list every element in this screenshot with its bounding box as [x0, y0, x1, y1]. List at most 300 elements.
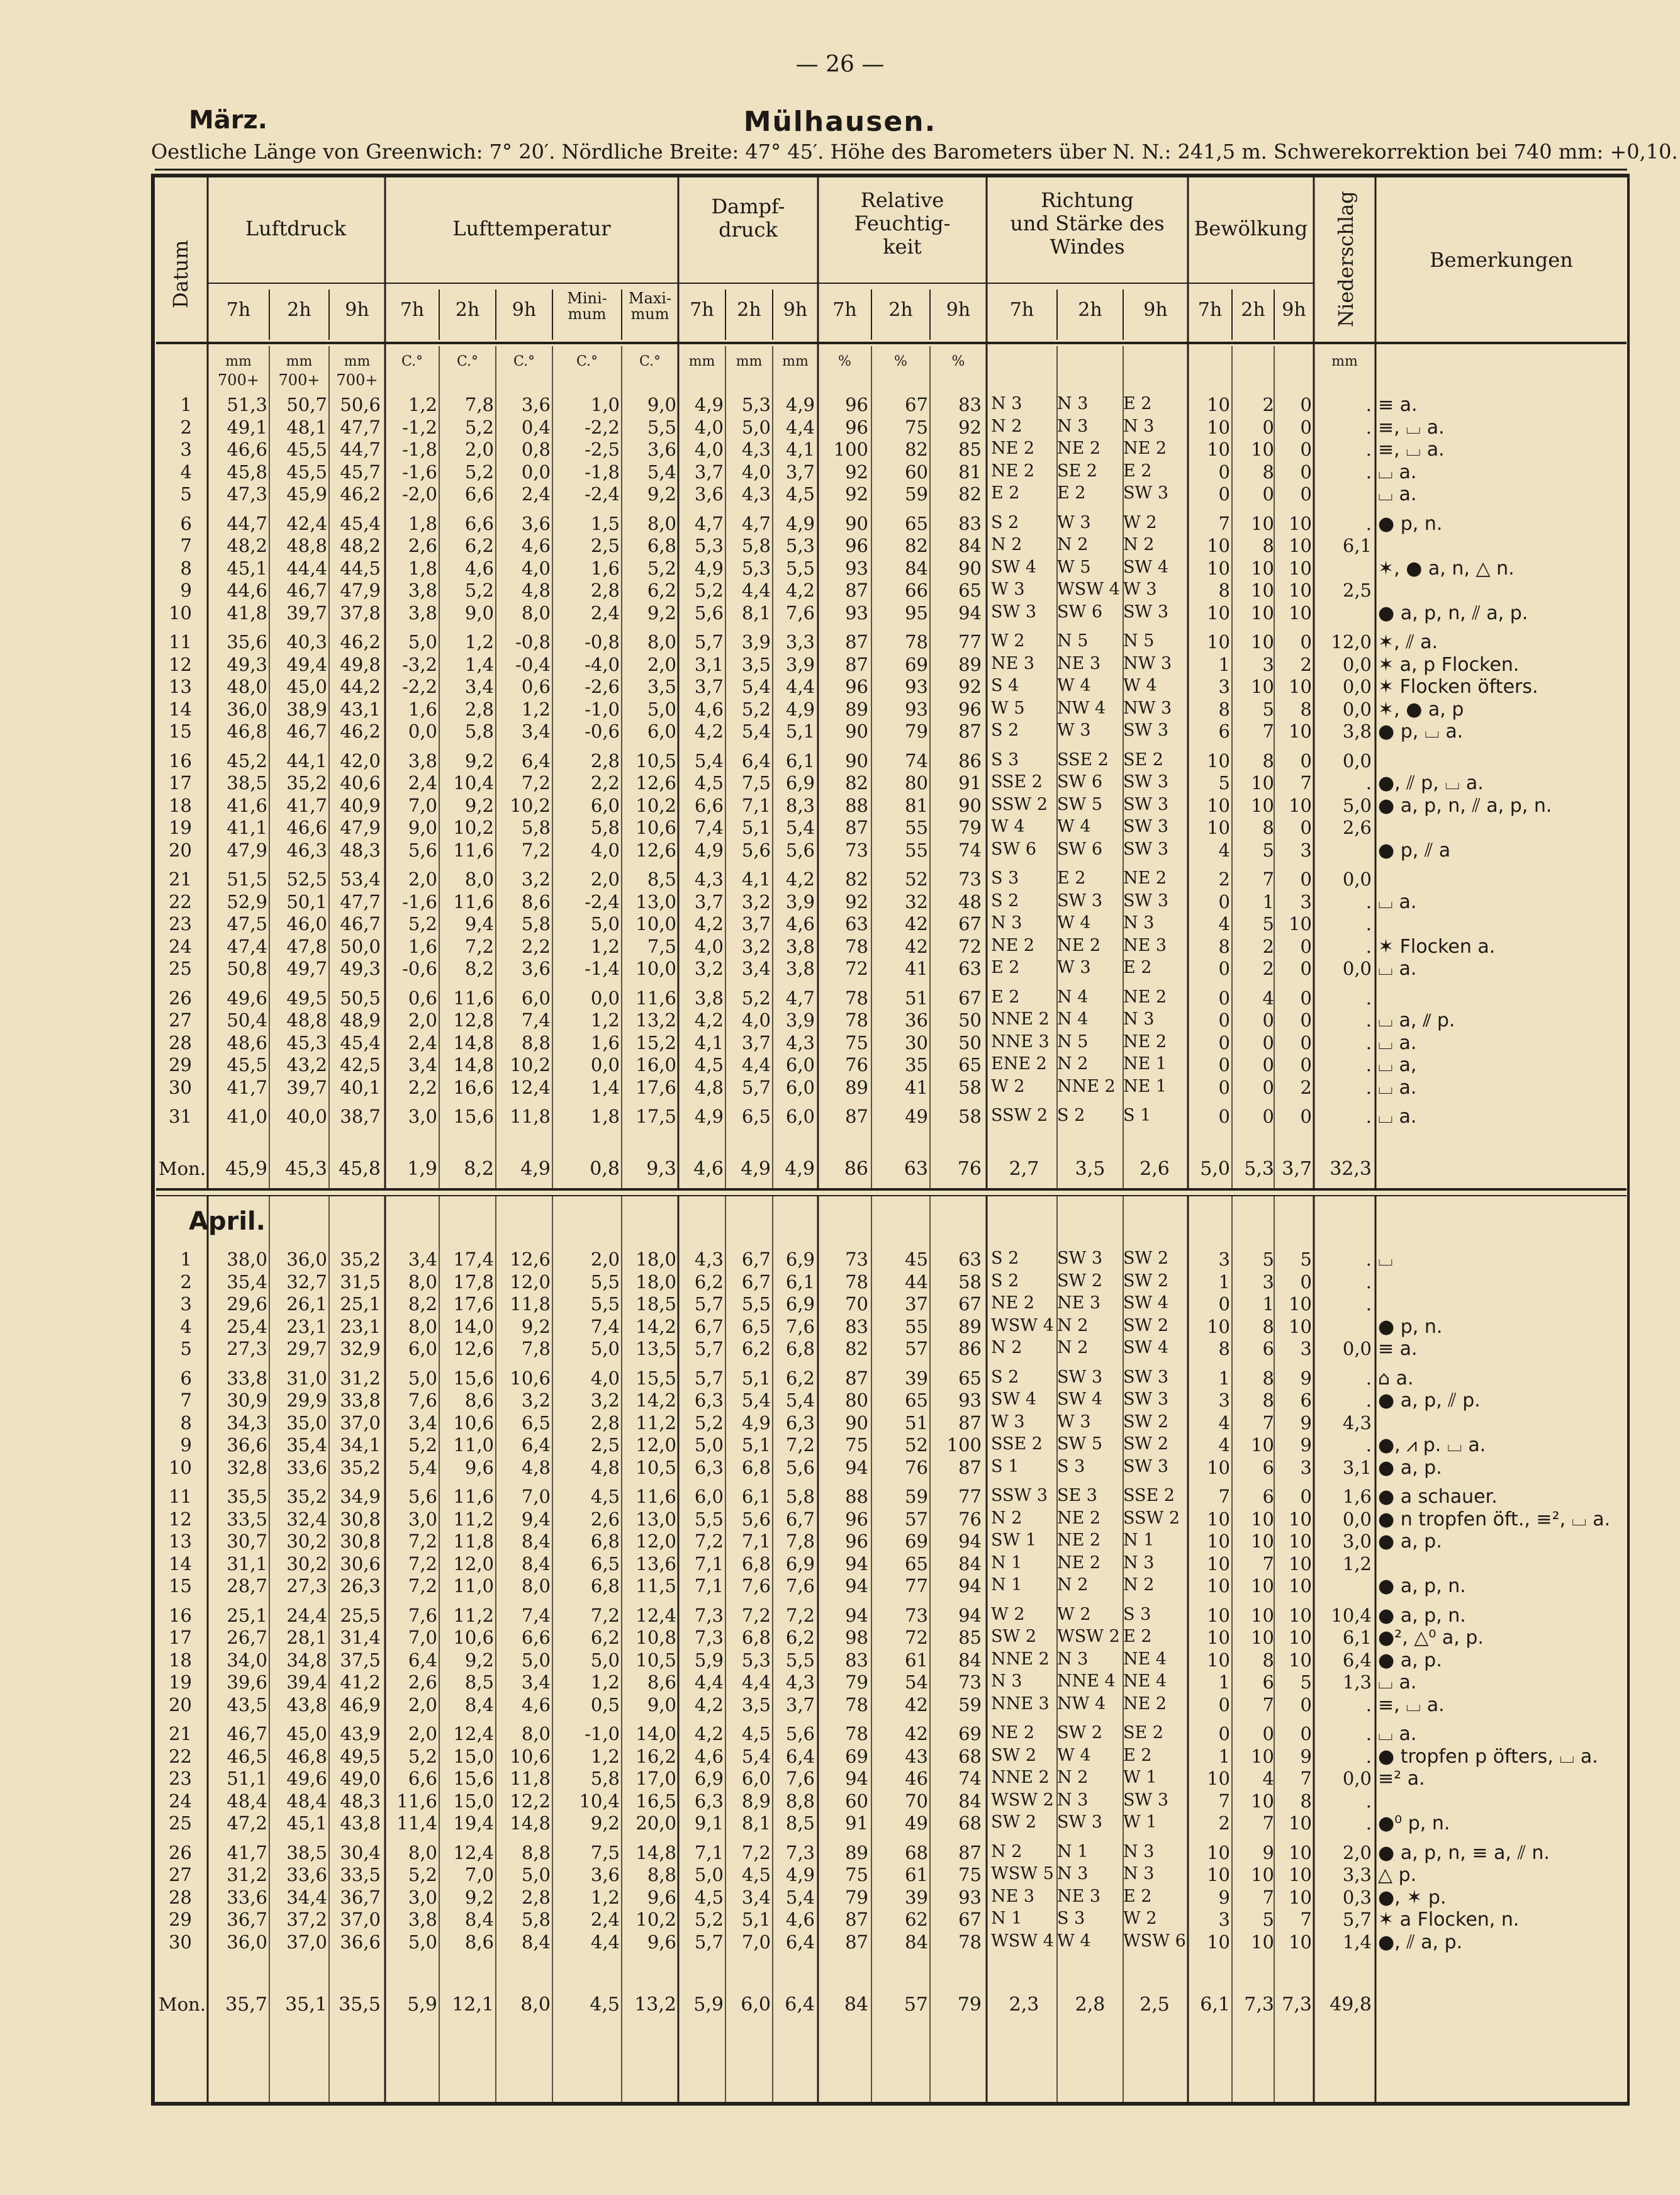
- table-cell: 96: [845, 535, 868, 556]
- table-cell: 6,3: [694, 1389, 724, 1411]
- table-cell: 7,0: [741, 1931, 771, 1953]
- table-cell: ● p, ⌴ a.: [1378, 721, 1464, 743]
- table-cell: 65: [958, 580, 982, 601]
- table-cell: 80: [845, 1389, 868, 1411]
- table-cell: 6,4: [408, 1649, 437, 1671]
- table-cell: 25,1: [340, 1293, 381, 1315]
- table-cell: 3,8: [408, 749, 437, 772]
- table-cell: 10: [1207, 1508, 1230, 1530]
- table-cell: 8,0: [521, 602, 551, 624]
- table-cell: 90: [958, 557, 982, 579]
- table-cell: 0: [1262, 1723, 1274, 1744]
- table-cell: 3,1: [1342, 1456, 1372, 1478]
- table-cell: 4: [1218, 913, 1230, 935]
- table-cell: 4,8: [521, 580, 551, 601]
- table-cell: 82: [905, 439, 928, 460]
- table-cell: ●, ✶ p.: [1378, 1886, 1447, 1909]
- table-cell: 50,5: [340, 987, 381, 1009]
- table-cell: 11,2: [636, 1412, 676, 1434]
- table-cell: 10,2: [510, 1054, 551, 1075]
- table-cell: 6,4: [741, 749, 771, 772]
- table-cell: 47,7: [340, 416, 381, 438]
- table-cell: 3,8: [694, 987, 724, 1009]
- table-cell: 0: [1300, 1009, 1312, 1031]
- table-cell: 7: [1300, 1768, 1312, 1789]
- table-cell: 5,0: [590, 1338, 620, 1359]
- table-cell: NNE 2: [1057, 1076, 1116, 1096]
- table-cell: N 3: [991, 913, 1022, 933]
- table-cell: 4,5: [590, 1486, 620, 1507]
- table-cell: 58: [958, 1106, 982, 1127]
- table-row-day: 3: [180, 1293, 192, 1315]
- table-cell: .: [1365, 987, 1372, 1009]
- table-cell: 3: [1262, 653, 1274, 675]
- table-cell: 3,8: [785, 958, 815, 979]
- table-cell: 61: [905, 1864, 928, 1885]
- table-cell: 55: [905, 839, 928, 861]
- table-cell: ● p, ⫽ a: [1378, 839, 1451, 862]
- table-cell: 90: [845, 512, 868, 534]
- mean-cell: 5,9: [693, 1994, 724, 2016]
- table-cell: NNE 2: [991, 1649, 1050, 1669]
- table-cell: 10: [1289, 1552, 1312, 1575]
- table-cell: 10: [1251, 439, 1274, 460]
- table-cell: 3,5: [647, 676, 676, 697]
- table-cell: S 1: [1123, 1106, 1151, 1125]
- table-cell: 5: [1300, 1671, 1312, 1693]
- table-cell: N 3: [1057, 1864, 1089, 1883]
- table-cell: 2,0: [408, 1009, 437, 1031]
- table-cell: 91: [845, 1812, 868, 1834]
- table-cell: 91: [958, 772, 982, 794]
- table-cell: 16,5: [636, 1790, 676, 1812]
- table-cell: 11,0: [453, 1575, 494, 1597]
- table-cell: 51: [905, 1412, 928, 1434]
- table-cell: 10: [1289, 557, 1312, 579]
- table-cell: 82: [905, 535, 928, 556]
- table-cell: 38,9: [286, 698, 327, 720]
- table-cell: 8,0: [408, 1315, 437, 1337]
- table-cell: 3,9: [785, 890, 815, 912]
- table-cell: ● a, p, n, ≡ a, ⫽ n.: [1378, 1841, 1550, 1864]
- table-cell: 27,3: [286, 1575, 327, 1597]
- table-cell: 6,4: [521, 749, 551, 772]
- table-cell: NE 3: [991, 653, 1035, 673]
- table-cell: 84: [958, 1790, 982, 1812]
- table-cell: SE 3: [1057, 1486, 1097, 1505]
- table-cell: 3,0: [408, 1106, 437, 1127]
- table-cell: N 3: [1123, 1841, 1155, 1861]
- table-cell: 9,6: [647, 1931, 676, 1953]
- table-cell: ●, ⩘ p. ⌴ a.: [1378, 1434, 1486, 1456]
- table-cell: 14,2: [636, 1315, 676, 1337]
- table-cell: 37: [905, 1293, 928, 1315]
- table-cell: N 5: [1057, 631, 1089, 651]
- table-cell: 90: [845, 1412, 868, 1434]
- table-cell: 65: [958, 1367, 982, 1389]
- table-cell: 12,2: [510, 1790, 551, 1812]
- table-cell: 89: [845, 698, 868, 720]
- table-cell: 5,8: [521, 817, 551, 838]
- table-cell: 6,6: [464, 483, 494, 505]
- table-cell: 5,8: [590, 817, 620, 838]
- table-cell: 42: [905, 1723, 928, 1744]
- table-cell: 0: [1262, 1076, 1274, 1098]
- table-cell: 2: [1262, 935, 1274, 957]
- table-cell: 8,6: [464, 1389, 494, 1411]
- table-cell: ⌴ a.: [1378, 1031, 1417, 1054]
- table-cell: 11,8: [510, 1768, 551, 1789]
- table-cell: 5,2: [408, 1864, 437, 1885]
- table-cell: 0: [1218, 1723, 1230, 1744]
- table-cell: 92: [958, 676, 982, 697]
- table-row-day: 1: [180, 1249, 192, 1270]
- table-cell: 41,6: [227, 794, 267, 816]
- table-cell: SW 5: [1057, 1434, 1103, 1454]
- table-cell: S 2: [991, 1249, 1019, 1268]
- table-cell: 61: [905, 1649, 928, 1671]
- table-cell: 0,8: [521, 439, 551, 460]
- table-cell: 57: [905, 1508, 928, 1530]
- table-cell: 3,2: [741, 935, 771, 957]
- table-cell: N 5: [1057, 1031, 1089, 1052]
- table-cell: 12,4: [510, 1076, 551, 1098]
- table-cell: 10: [1289, 1841, 1312, 1863]
- table-cell: W 3: [1057, 958, 1091, 977]
- header-wind: Richtung und Stärke des Windes: [1010, 188, 1165, 259]
- table-cell: 6,5: [741, 1106, 771, 1127]
- table-cell: 5,4: [785, 817, 815, 838]
- table-cell: -0,4: [515, 653, 551, 675]
- table-cell: 37,0: [340, 1412, 381, 1434]
- table-cell: 93: [845, 602, 868, 624]
- table-cell: 7,0: [408, 1627, 437, 1648]
- table-cell: E 2: [1123, 1627, 1152, 1646]
- table-cell: -1,0: [585, 698, 620, 720]
- table-cell: 37,5: [340, 1649, 381, 1671]
- table-row-day: 18: [169, 1649, 192, 1671]
- table-cell: 80: [905, 772, 928, 794]
- table-cell: 8: [1300, 698, 1312, 720]
- table-cell: NE 2: [1123, 868, 1167, 888]
- table-cell: 98: [845, 1627, 868, 1648]
- table-cell: 7: [1262, 1886, 1274, 1908]
- table-cell: 4,0: [590, 839, 620, 861]
- mean-cell: 13,2: [634, 1994, 676, 2016]
- subheader-t2: 2h: [888, 299, 913, 321]
- table-cell: 5,5: [647, 416, 676, 438]
- table-cell: ● a, p, n.: [1378, 1575, 1466, 1597]
- table-cell: 2,0: [590, 868, 620, 890]
- table-cell: 3,3: [1342, 1864, 1372, 1885]
- table-cell: SW 4: [1123, 557, 1169, 577]
- table-cell: 3,7: [741, 1031, 771, 1053]
- table-cell: W 4: [1057, 676, 1091, 695]
- table-cell: 6,4: [785, 1745, 815, 1767]
- table-cell: 10: [1289, 721, 1312, 742]
- table-cell: 5,6: [741, 1508, 771, 1530]
- table-cell: NW 4: [1057, 698, 1106, 718]
- table-cell: 1: [1262, 890, 1274, 912]
- table-cell: 84: [958, 1649, 982, 1671]
- table-cell: 51,1: [227, 1768, 267, 1789]
- unit-label: %: [838, 354, 851, 369]
- table-cell: 6,2: [785, 1367, 815, 1389]
- table-cell: 13,0: [636, 890, 676, 912]
- month-title-maerz: März.: [189, 106, 267, 135]
- table-cell: 4,2: [694, 1693, 724, 1715]
- table-cell: 5,6: [785, 1723, 815, 1744]
- table-cell: 6,7: [741, 1271, 771, 1293]
- table-cell: 10: [1289, 580, 1312, 601]
- table-cell: 10: [1207, 1627, 1230, 1648]
- table-cell: 35,6: [227, 631, 267, 653]
- table-cell: 14,2: [636, 1389, 676, 1411]
- table-cell: 8,5: [785, 1812, 815, 1834]
- table-cell: 37,2: [286, 1909, 327, 1930]
- table-cell: NE 1: [1123, 1076, 1167, 1096]
- table-cell: 0: [1218, 1054, 1230, 1075]
- table-cell: 8: [1262, 461, 1274, 483]
- table-cell: 49,5: [286, 987, 327, 1009]
- table-row-day: 30: [169, 1076, 192, 1098]
- table-cell: 36,6: [340, 1931, 381, 1953]
- table-cell: 86: [958, 1338, 982, 1359]
- table-cell: 47,2: [227, 1812, 267, 1834]
- table-cell: E 2: [1057, 868, 1086, 888]
- table-cell: 10: [1251, 1627, 1274, 1648]
- table-cell: 2: [1218, 868, 1230, 890]
- table-cell: 46,7: [227, 1723, 267, 1744]
- table-cell: 4,6: [694, 1745, 724, 1767]
- table-cell: 10: [1289, 676, 1312, 697]
- table-cell: 12,4: [636, 1604, 676, 1626]
- table-cell: 0: [1262, 1009, 1274, 1031]
- table-cell: W 3: [1057, 721, 1091, 740]
- table-cell: 15,0: [453, 1790, 494, 1812]
- table-cell: 8,8: [521, 1031, 551, 1053]
- table-cell: 46,7: [286, 721, 327, 742]
- table-cell: 10,5: [636, 749, 676, 772]
- table-cell: 3,2: [590, 1389, 620, 1411]
- table-cell: 4,5: [694, 1054, 724, 1075]
- table-cell: SW 6: [1057, 839, 1103, 859]
- table-row-day: 9: [180, 580, 192, 601]
- table-cell: N 2: [1057, 535, 1089, 554]
- table-cell: 46,6: [286, 817, 327, 838]
- table-cell: 9,2: [521, 1315, 551, 1337]
- table-cell: 0: [1218, 890, 1230, 912]
- table-cell: 8: [1262, 535, 1274, 556]
- table-cell: 9,2: [464, 1886, 494, 1908]
- table-cell: N 3: [1123, 913, 1155, 933]
- table-cell: 4,6: [521, 535, 551, 556]
- table-cell: 3,4: [408, 1249, 437, 1270]
- table-cell: 6,8: [741, 1456, 771, 1478]
- table-cell: S 2: [991, 721, 1019, 740]
- table-cell: 67: [958, 1909, 982, 1930]
- table-cell: 3,4: [521, 1671, 551, 1693]
- table-cell: 12,6: [510, 1249, 551, 1270]
- table-cell: 5,6: [408, 1486, 437, 1507]
- table-row-day: 27: [169, 1864, 192, 1885]
- table-cell: ● a, p.: [1378, 1530, 1442, 1552]
- table-cell: 46,7: [286, 580, 327, 601]
- table-cell: 5,3: [694, 535, 724, 556]
- table-cell: W 2: [1057, 1604, 1091, 1624]
- table-cell: N 4: [1057, 1009, 1089, 1029]
- table-cell: 5,8: [741, 535, 771, 556]
- table-cell: 0: [1218, 1009, 1230, 1031]
- table-cell: 7: [1262, 1552, 1274, 1575]
- table-cell: 44,2: [340, 676, 381, 697]
- table-cell: N 3: [1057, 416, 1089, 436]
- table-cell: NE 2: [1123, 987, 1167, 1007]
- table-cell: N 3: [1057, 1649, 1089, 1669]
- table-cell: 34,4: [286, 1886, 327, 1908]
- table-cell: 3,7: [694, 461, 724, 483]
- table-cell: N 2: [1057, 1315, 1089, 1335]
- table-cell: 46,5: [227, 1745, 267, 1767]
- table-cell: E 2: [1123, 1745, 1152, 1765]
- table-cell: 3,3: [785, 631, 815, 653]
- table-cell: 10: [1251, 1530, 1274, 1552]
- table-cell: 41,1: [227, 817, 267, 838]
- table-cell: 5,2: [694, 580, 724, 601]
- table-cell: 2,4: [408, 772, 437, 794]
- table-cell: 3,6: [521, 958, 551, 979]
- table-cell: .: [1365, 1693, 1372, 1715]
- table-cell: 44,7: [227, 512, 267, 534]
- table-cell: 10: [1251, 1508, 1274, 1530]
- mean-cell: 32,3: [1330, 1158, 1372, 1180]
- table-cell: 82: [845, 868, 868, 890]
- table-cell: 0: [1300, 958, 1312, 979]
- table-cell: 17,6: [636, 1076, 676, 1098]
- table-cell: 72: [958, 935, 982, 957]
- table-cell: 11,6: [396, 1790, 437, 1812]
- table-cell: 3,1: [694, 653, 724, 675]
- table-cell: 7: [1218, 1486, 1230, 1507]
- table-cell: 9,2: [464, 794, 494, 816]
- table-cell: 48,8: [286, 1009, 327, 1031]
- table-cell: 81: [958, 461, 982, 483]
- table-cell: 45,5: [227, 1054, 267, 1075]
- table-cell: 83: [958, 512, 982, 534]
- table-cell: 5,2: [408, 1434, 437, 1456]
- table-cell: 3,2: [521, 868, 551, 890]
- table-cell: 43,9: [340, 1723, 381, 1744]
- table-cell: 45,8: [227, 461, 267, 483]
- table-cell: SW 3: [1123, 1389, 1169, 1409]
- table-cell: 7,2: [694, 1530, 724, 1552]
- table-cell: 6,1: [785, 1271, 815, 1293]
- table-cell: 6,2: [785, 1627, 815, 1648]
- table-cell: 76: [905, 1456, 928, 1478]
- table-cell: 6,0: [408, 1338, 437, 1359]
- table-cell: 14,8: [453, 1031, 494, 1053]
- mean-cell: 76: [957, 1158, 982, 1180]
- table-cell: 30,9: [227, 1389, 267, 1411]
- table-cell: 10,0: [636, 958, 676, 979]
- table-cell: 3,8: [408, 602, 437, 624]
- table-cell: 5,0: [590, 1649, 620, 1671]
- table-cell: SW 4: [1123, 1338, 1169, 1357]
- table-cell: 30,4: [340, 1841, 381, 1863]
- table-cell: W 2: [1123, 1909, 1157, 1928]
- table-cell: 51,5: [227, 868, 267, 890]
- table-cell: E 2: [991, 483, 1020, 503]
- table-cell: 8,0: [408, 1841, 437, 1863]
- table-cell: 10,8: [636, 1627, 676, 1648]
- table-row-day: 13: [169, 1530, 192, 1552]
- table-cell: 67: [958, 1293, 982, 1315]
- table-row-day: 31: [169, 1106, 192, 1127]
- table-cell: 96: [845, 1508, 868, 1530]
- table-cell: 5,8: [590, 1768, 620, 1789]
- table-cell: 3,7: [741, 913, 771, 935]
- table-cell: 88: [845, 1486, 868, 1507]
- table-cell: 4,5: [741, 1864, 771, 1885]
- table-cell: 8,4: [521, 1530, 551, 1552]
- table-cell: 41: [905, 1076, 928, 1098]
- table-cell: 0: [1262, 1031, 1274, 1053]
- table-cell: 0: [1300, 439, 1312, 460]
- unit-label: mm: [286, 354, 313, 369]
- table-cell: 1: [1218, 653, 1230, 675]
- table-cell: 79: [905, 721, 928, 742]
- table-row-day: 11: [169, 631, 192, 653]
- table-cell: S 1: [991, 1456, 1019, 1476]
- table-cell: 13,6: [636, 1552, 676, 1575]
- table-cell: 10: [1289, 913, 1312, 935]
- table-cell: .: [1365, 1009, 1372, 1031]
- table-cell: 7,0: [408, 794, 437, 816]
- table-cell: .: [1365, 1271, 1372, 1293]
- subheader-t2: 2h: [455, 299, 480, 321]
- table-cell: 10: [1251, 1434, 1274, 1456]
- table-cell: 26,3: [340, 1575, 381, 1597]
- table-cell: 78: [845, 987, 868, 1009]
- table-cell: SW 2: [1123, 1412, 1169, 1432]
- table-cell: 5,7: [694, 1367, 724, 1389]
- table-cell: -1,8: [402, 439, 437, 460]
- table-cell: N 3: [1057, 1790, 1089, 1810]
- table-row-day: 25: [169, 1812, 192, 1834]
- table-cell: 92: [845, 461, 868, 483]
- table-cell: 35,0: [286, 1412, 327, 1434]
- table-cell: ● tropfen p öfters, ⌴ a.: [1378, 1745, 1598, 1768]
- table-cell: ● a, p, n.: [1378, 1604, 1466, 1627]
- table-cell: 96: [845, 394, 868, 415]
- table-cell: 72: [845, 958, 868, 979]
- table-cell: ●, ⫽ a, p.: [1378, 1931, 1463, 1953]
- table-cell: 5: [1262, 1249, 1274, 1270]
- table-cell: 44,7: [340, 439, 381, 460]
- table-cell: 3,7: [694, 676, 724, 697]
- table-cell: 10: [1251, 1864, 1274, 1885]
- table-cell: 47,9: [340, 817, 381, 838]
- table-cell: 4,3: [1342, 1412, 1372, 1434]
- table-cell: 43,5: [227, 1693, 267, 1715]
- table-cell: 9,2: [464, 749, 494, 772]
- table-cell: 25,1: [227, 1604, 267, 1626]
- table-cell: -1,6: [402, 890, 437, 912]
- mean-cell: 6,0: [741, 1994, 771, 2016]
- mean-row-label: Mon.: [159, 1158, 206, 1179]
- table-cell: 76: [845, 1054, 868, 1075]
- table-cell: N 2: [1057, 1054, 1089, 1074]
